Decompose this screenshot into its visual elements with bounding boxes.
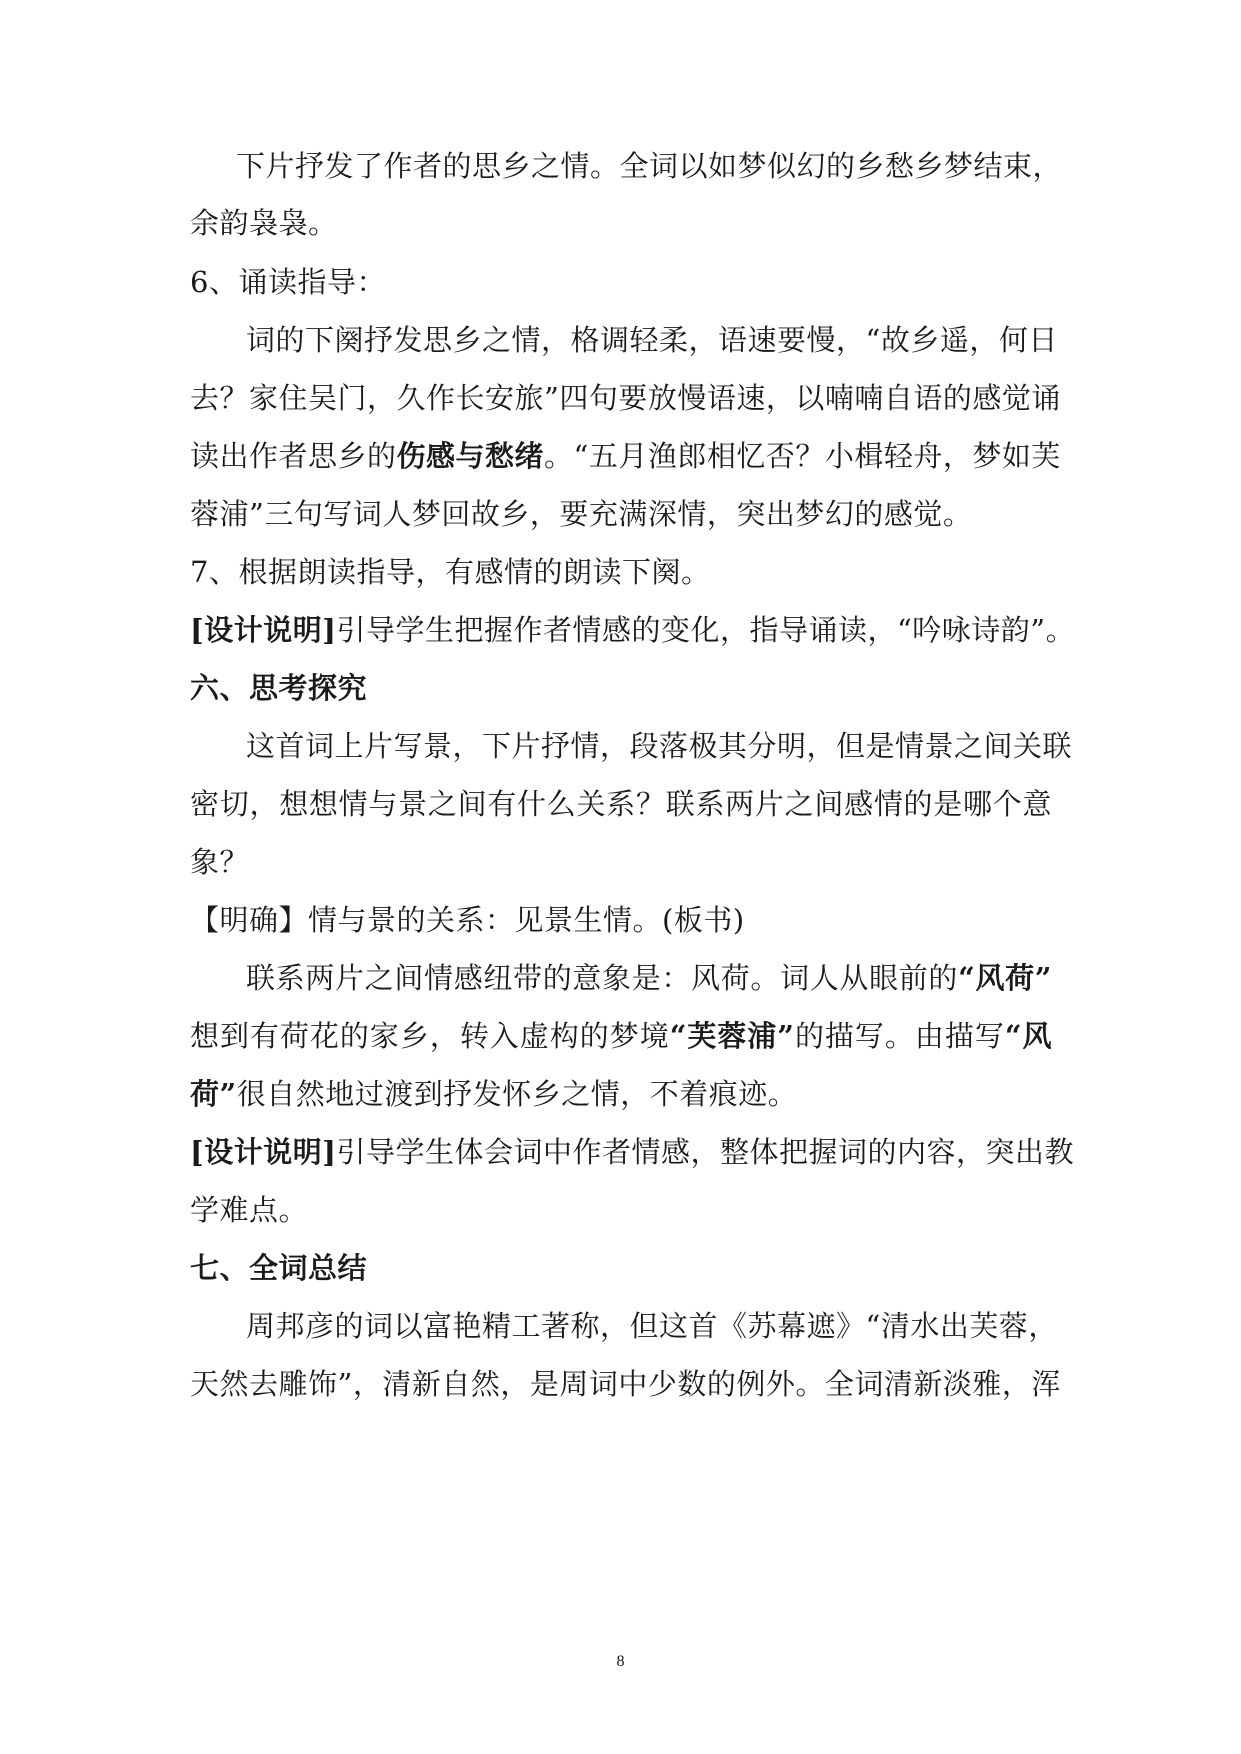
clarification-line	[190, 900, 1052, 940]
paragraph-line	[190, 1364, 1061, 1404]
paragraph-line	[190, 958, 1052, 998]
paragraph-line	[190, 494, 1052, 534]
text: 引导学生把握作者情感的变化，指导诵读，“吟咏诗韵”。	[336, 613, 1076, 647]
text: 这首词上片写景，下片抒情，段落极其分明，但是情景之间关联	[246, 729, 1073, 763]
paragraph-line	[190, 1306, 1058, 1346]
text: 6、诵读指导：	[190, 265, 386, 299]
paragraph-line	[190, 146, 1063, 186]
paragraph-line	[190, 203, 1052, 243]
text: 密切，想想情与景之间有什么关系？联系两片之间感情的是哪个意	[190, 787, 1052, 821]
text: 【明确】情与景的关系：见景生情。(板书)	[190, 903, 745, 937]
text: 去？家住吴门，久作长安旅”四句要放慢语速，以喃喃自语的感觉诵	[190, 381, 1061, 415]
text: 的描写。由描写	[794, 1019, 1005, 1053]
paragraph-line	[190, 726, 1073, 766]
paragraph-line	[190, 842, 1052, 882]
bold-text: “风	[1004, 1019, 1052, 1053]
heading-text: 六、思考探究	[190, 671, 368, 705]
text: 天然去雕饰”，清新自然，是周词中少数的例外。全词清新淡雅，浑	[190, 1367, 1061, 1401]
section-heading	[190, 1248, 1052, 1288]
paragraph-line	[190, 784, 1052, 824]
page-number: 8	[616, 1653, 625, 1670]
text: 下片抒发了作者的思乡之情。全词以如梦似幻的乡愁乡梦结束，	[236, 149, 1063, 183]
bold-text: 伤感与愁绪	[396, 439, 545, 473]
bold-text: “芙蓉浦”	[669, 1019, 795, 1053]
design-note	[190, 1132, 1074, 1172]
text: 想到有荷花的家乡，转入虚构的梦境	[190, 1019, 670, 1053]
bold-text: 荷”	[190, 1077, 237, 1111]
paragraph-line	[190, 1190, 1052, 1230]
paragraph-line	[190, 1074, 1052, 1114]
bold-text: “风荷”	[958, 961, 1052, 995]
text: 读出作者思乡的	[190, 439, 397, 473]
paragraph-line	[190, 378, 1061, 418]
design-note-label: [设计说明]	[190, 613, 337, 647]
text: 。“五月渔郎相忆否？小楫轻舟，梦如芙	[544, 439, 1061, 473]
design-note	[190, 610, 1076, 650]
design-note-label: [设计说明]	[190, 1135, 337, 1169]
heading-text: 七、全词总结	[190, 1251, 368, 1285]
text: 学难点。	[190, 1193, 309, 1227]
text: 蓉浦”三句写词人梦回故乡，要充满深情，突出梦幻的感觉。	[190, 497, 973, 531]
paragraph-line	[190, 320, 1058, 360]
text: 周邦彦的词以富艳精工著称，但这首《苏幕遮》“清水出芙蓉，	[246, 1309, 1058, 1343]
text: 很自然地过渡到抒发怀乡之情，不着痕迹。	[236, 1077, 798, 1111]
text: 余韵袅袅。	[190, 206, 338, 240]
paragraph-line	[190, 1016, 1052, 1056]
list-item-6	[190, 262, 1052, 302]
text: 联系两片之间情感纽带的意象是：风荷。词人从眼前的	[246, 961, 959, 995]
text: 引导学生体会词中作者情感，整体把握词的内容，突出教	[336, 1135, 1074, 1169]
list-item-7	[190, 552, 1052, 592]
paragraph-line	[190, 436, 1061, 476]
section-heading	[190, 668, 1052, 708]
text: 词的下阕抒发思乡之情，格调轻柔，语速要慢，“故乡遥，何日	[246, 323, 1058, 357]
text: 7、根据朗读指导，有感情的朗读下阕。	[190, 555, 711, 589]
text: 象？	[190, 845, 250, 879]
